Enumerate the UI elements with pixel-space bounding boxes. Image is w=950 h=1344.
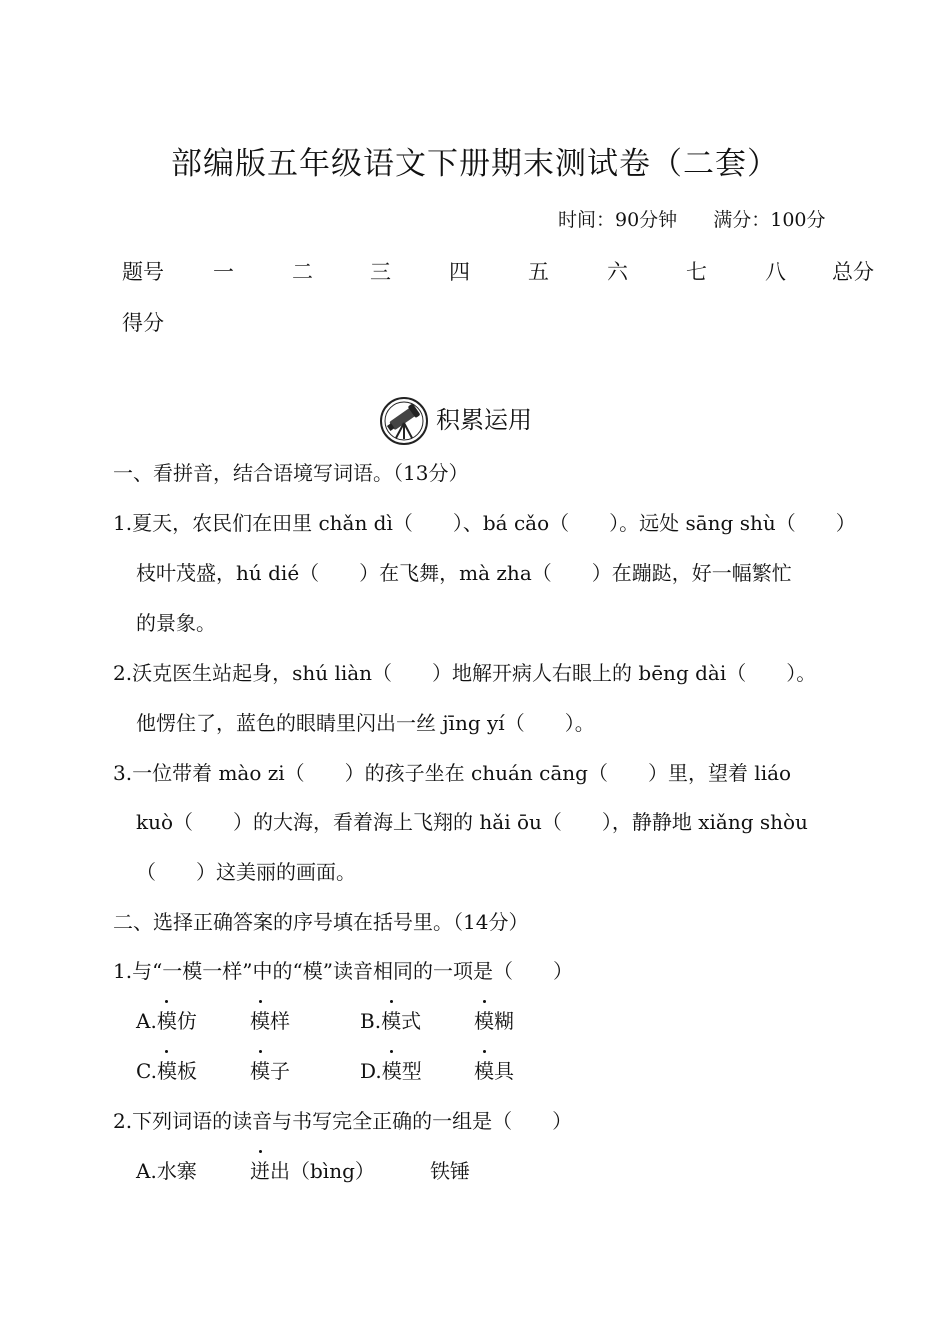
score-header-cell: 二 — [292, 260, 313, 284]
q2-item1-option-a — [136, 1005, 197, 1034]
q2-item1-option-d — [360, 1055, 422, 1084]
emphasized-char: 模 — [157, 1005, 177, 1034]
exam-meta — [558, 205, 856, 232]
q2-item2-option-a-word2 — [250, 1155, 375, 1184]
q2-item1-option-b — [360, 1005, 421, 1034]
score-header-total: 总分 — [832, 260, 874, 284]
score-header-cell: 四 — [449, 260, 470, 284]
emphasized-char: 模 — [474, 1055, 494, 1084]
exam-full-score: 满分：100分 — [713, 209, 826, 231]
word-rest: 仿 — [176, 1009, 197, 1033]
score-header-label: 题号 — [122, 260, 164, 284]
q2-item1-option-c-word2 — [250, 1055, 290, 1084]
score-header-cell: 五 — [528, 260, 549, 284]
word-rest: 糊 — [494, 1009, 514, 1033]
q2-item2: 2.下列词语的读音与书写完全正确的一组是（ ） — [113, 1109, 573, 1133]
word-rest: 子 — [270, 1059, 290, 1083]
emphasized-char: 模 — [250, 1005, 270, 1034]
score-header-cell: 六 — [607, 260, 628, 284]
option-label: A. — [136, 1009, 157, 1033]
q1-item1-line3: 的景象。 — [136, 611, 216, 635]
option-label: A. — [136, 1159, 157, 1183]
score-header-cell: 八 — [765, 260, 786, 284]
q2-item1-option-a-word2 — [250, 1005, 290, 1034]
q2-item1-option-b-word2 — [474, 1005, 514, 1034]
word-rest: 出（bìng） — [270, 1159, 375, 1183]
q1-item3-line2: kuò（ ）的大海，看着海上飞翔的 hǎi ōu（ ），静静地 xiǎng shòu — [136, 810, 808, 834]
emphasized-char: 模 — [382, 1055, 402, 1084]
emphasized-char: 模 — [250, 1055, 270, 1084]
q1-item1-line1: 1.夏天，农民们在田里 chǎn dì（ ）、bá cǎo（ ）。远处 sāng shù（ ） — [113, 511, 856, 535]
emphasized-char: 模 — [381, 1005, 401, 1034]
score-header-cell: 七 — [686, 260, 707, 284]
page-title: 部编版五年级语文下册期末测试卷（二套） — [171, 146, 779, 182]
q2-heading: 二、选择正确答案的序号填在括号里。（14分） — [113, 910, 529, 934]
emphasized-char: 模 — [474, 1005, 494, 1034]
option-label: C. — [136, 1059, 157, 1083]
exam-time: 时间：90分钟 — [558, 209, 678, 231]
word-rest: 具 — [494, 1059, 514, 1083]
q1-item2-line2: 他愣住了，蓝色的眼睛里闪出一丝 jīng yí（ ）。 — [136, 711, 595, 735]
score-header-cell: 三 — [370, 260, 391, 284]
score-header-cell: 一 — [213, 260, 234, 284]
q2-item1-option-d-word2 — [474, 1055, 514, 1084]
option-word: 水寨 — [156, 1159, 197, 1183]
option-label: D. — [360, 1059, 382, 1083]
q2-item2-option-a — [136, 1155, 197, 1184]
word-rest: 式 — [401, 1009, 422, 1033]
q2-item1-option-c — [136, 1055, 197, 1084]
option-label: B. — [360, 1009, 382, 1033]
q2-item1: 1.与“一模一样”中的“模”读音相同的一项是（ ） — [113, 959, 573, 983]
score-row-label: 得分 — [122, 311, 164, 335]
q1-item3-line3: （ ）这美丽的画面。 — [136, 860, 356, 884]
q1-item2-line1: 2.沃克医生站起身，shú liàn（ ）地解开病人右眼上的 bēng dài（ ）。 — [113, 661, 817, 685]
q1-item3-line1: 3.一位带着 mào zi（ ）的孩子坐在 chuán cāng（ ）里，望着 liáo — [113, 761, 792, 785]
word-rest: 板 — [176, 1059, 197, 1083]
word-rest: 样 — [270, 1009, 290, 1033]
telescope-icon — [378, 395, 430, 447]
emphasized-char: 迸 — [250, 1155, 270, 1184]
emphasized-char: 模 — [157, 1055, 177, 1084]
section-title: 积累运用 — [436, 406, 532, 434]
q1-heading: 一、看拼音，结合语境写词语。（13分） — [113, 461, 469, 485]
q2-item2-option-a-word3: 铁锤 — [430, 1159, 470, 1183]
word-rest: 型 — [401, 1059, 422, 1083]
q1-item1-line2: 枝叶茂盛，hú dié（ ）在飞舞，mà zha（ ）在蹦跶，好一幅繁忙 — [136, 561, 792, 585]
